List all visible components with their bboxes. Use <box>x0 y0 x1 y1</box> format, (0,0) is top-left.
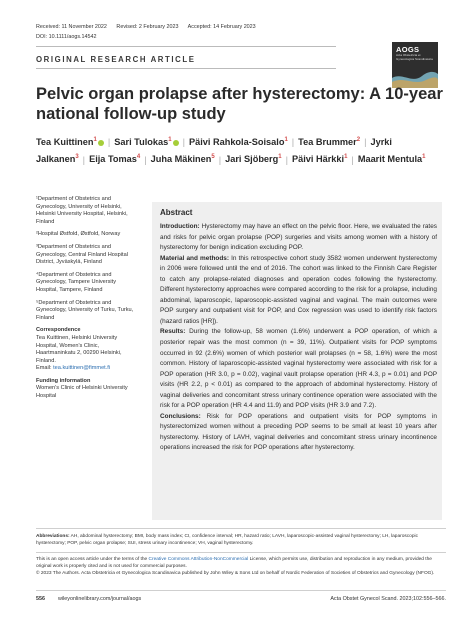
logo-brand: AOGS <box>396 45 420 54</box>
author-separator: | <box>182 137 185 148</box>
author-name[interactable]: Tea Brummer <box>298 137 357 148</box>
author-name[interactable]: Jyrki Jalkanen <box>36 137 392 165</box>
author-affiliation-sup: 1 <box>422 154 426 161</box>
affiliation-1: ¹Department of Obstetrics and Gynecology, University of Helsinki, Helsinki University Hospital, Helsinki, Finland <box>36 196 128 225</box>
correspondence-address: Tea Kuittinen, Helsinki University Hospital, Women's Clinic, Haartmaninkatu 2, 00290 Helsinki, Finland. <box>36 334 122 364</box>
author-separator: | <box>285 154 288 165</box>
correspondence-email-link[interactable]: tea.kuittinen@fimmet.fi <box>53 365 111 372</box>
author-name[interactable]: Jari Sjöberg <box>225 154 279 165</box>
orcid-icon[interactable] <box>173 140 179 146</box>
author-name[interactable]: Päivi Härkki <box>291 154 345 165</box>
email-label: Email: <box>36 365 52 372</box>
author-name[interactable]: Päivi Rahkola-Soisalo <box>188 137 285 148</box>
correspondence-heading: Correspondence <box>36 327 81 334</box>
author-affiliation-sup: 4 <box>136 154 141 161</box>
author-separator: | <box>144 154 147 165</box>
affiliation-5: ⁵Department of Obstetrics and Gynecology, University of Turku, Turku, Finland <box>36 299 134 321</box>
author-affiliation-sup: 1 <box>344 154 348 161</box>
author-affiliation-sup: 1 <box>93 137 97 143</box>
received-date: Received: 11 November 2022 <box>36 24 107 30</box>
article-title: Pelvic organ prolapse after hysterectomy: A 10-year national follow-up study <box>36 85 443 123</box>
author-list <box>36 133 436 168</box>
results-text: During the follow-up, 58 women (1.6%) underwent a POP operation, of which a posterior repair was the most common (n = 39, 11%). Outpatient visits for POP symptoms occurred in 92 (2.6%) women of which posterior wall prolapses (n = 58, 1.6%) were the most common. History of laparoscopic-assisted vaginal hysterectomy were associated with risk for a POP operation (HR 3.0, p = 0.02), vaginal vault prolapse operation (HR 4.3, p = 0.01) and POP visits (HR 2.2, p < 0.01) as compared to the approach of abdominal hysterectomy. History of vaginal deliveries and concomitant stress urinary continence operation were associated with the risk for a POP operation (HR 4.4 and 11.9) and POP visits (HR 3.9 and 7.2). <box>160 328 437 410</box>
license-link[interactable]: Creative Commons Attribution-NonCommercial <box>148 557 249 562</box>
article-dates <box>36 24 264 30</box>
author-affiliation-sup: 2 <box>356 137 361 143</box>
accepted-date: Accepted: 14 February 2023 <box>187 24 256 30</box>
author-separator: | <box>364 137 367 148</box>
author-separator: | <box>291 137 295 148</box>
methods-text: In this retrospective cohort study 3582 women underwent hysterectomy in 2006 were followed until the end of 2016. The cohort was linked to the Finnish Care Register to catch any prolapse-related diagnoses and operation codes following the hysterectomy. Different hysterectomy approaches were compared according to the risk for a prolapse, including abdominal, laparoscopic, laparoscopic-assisted vaginal and vaginal. The main outcomes were POP surgery and outpatient visit for POP, and Cox regression was used to identify risk factors (hazard ratios [HR]). <box>160 254 437 325</box>
abstract-box <box>152 202 442 520</box>
abstract-results <box>160 327 437 411</box>
correspondence-text <box>36 335 136 373</box>
abstract-methods <box>160 254 437 328</box>
divider <box>36 552 446 553</box>
author-separator: | <box>351 154 354 165</box>
abstract-title: Abstract <box>160 208 193 217</box>
journal-url[interactable]: wileyonlinelibrary.com/journal/aogs <box>58 596 142 602</box>
conclusions-label: Conclusions: <box>160 412 201 420</box>
section-label: ORIGINAL RESEARCH ARTICLE <box>36 55 196 64</box>
copyright: © 2023 The Authors. Acta Obstetricia et Gynecologica Scandinavica published by John Wiley & Sons Ltd on behalf of Nordic Federation of Societies of Obstetrics and Gynecology (NFOG). <box>36 571 435 576</box>
journal-logo <box>392 42 438 88</box>
affiliations-column <box>36 196 136 406</box>
results-label: Results: <box>160 328 186 336</box>
funding-heading: Funding information <box>36 377 91 384</box>
author-affiliation-sup: 1 <box>278 154 282 161</box>
affiliation-2: ²Hospital Østfold, Østfold, Norway <box>36 231 121 238</box>
author-name[interactable]: Tea Kuittinen <box>36 137 94 148</box>
doi[interactable]: DOI: 10.1111/aogs.14542 <box>36 34 97 40</box>
author-affiliation-sup: 5 <box>211 154 215 161</box>
divider <box>36 590 446 591</box>
page-number: 556 <box>36 596 45 602</box>
author-affiliation-sup: 1 <box>168 137 172 143</box>
license-block <box>36 556 446 577</box>
divider <box>36 528 446 529</box>
abbreviations <box>36 534 446 548</box>
abstract-introduction <box>160 222 437 254</box>
author-affiliation-sup: 1 <box>284 137 288 143</box>
journal-citation: Acta Obstet Gynecol Scand. 2023;102:556–566. <box>330 596 446 602</box>
author-separator: | <box>218 154 222 165</box>
logo-tagline: Acta Obstetricia et Gynecologica Scandinavica <box>396 53 433 61</box>
license-pre: This is an open access article under the terms of the <box>36 557 149 562</box>
abbreviations-label: Abbreviations: <box>36 534 70 539</box>
author-name[interactable]: Sari Tulokas <box>114 137 169 148</box>
author-name[interactable]: Maarit Mentula <box>357 154 423 165</box>
author-name[interactable]: Juha Mäkinen <box>150 154 212 165</box>
conclusions-text: Risk for POP operations and outpatient visits for POP symptoms in hysterectomized women without a preceding POP seems to be small at least 10 years after hysterectomy. History of LAVH, vaginal deliveries and concomitant stress urinary incontinence operations increased the risk for POP operations after hysterectomy. <box>160 412 437 452</box>
affiliation-3: ³Department of Obstetrics and Gynecology, Central Finland Hospital District, Jyväskylä, Finland <box>36 243 128 266</box>
divider <box>36 68 336 69</box>
orcid-icon[interactable] <box>98 140 104 146</box>
revised-date: Revised: 2 February 2023 <box>116 24 179 30</box>
divider <box>36 46 336 47</box>
abstract-conclusions <box>160 412 437 454</box>
introduction-label: Introduction: <box>160 223 200 230</box>
author-separator: | <box>82 154 86 165</box>
abbreviations-text: AH, abdominal hysterectomy; BMI, body mass index; CI, confidence interval; HR, hazard ratio; LAVH, laparoscopic-assisted vaginal hysterectomy; LH, laparoscopic hysterectomy; POP, pelvic organ prolapse; SUI, stress urinary incontinence; VH, vaginal hysterectomy. <box>36 534 418 546</box>
abstract-body <box>160 222 437 454</box>
funding-text: Women's Clinic of Helsinki University Hospital <box>36 385 128 400</box>
author-separator: | <box>107 137 111 148</box>
author-name[interactable]: Eija Tomas <box>89 154 137 165</box>
author-affiliation-sup: 3 <box>75 154 79 161</box>
methods-label: Material and methods: <box>160 254 229 262</box>
introduction-text: Hysterectomy may have an effect on the pelvic floor. Here, we evaluated the rates and risks for pelvic organ prolapse (POP) surgeries and visits among women with a history of hysterectomy for benign indication excluding POP. <box>160 223 438 252</box>
license-post: License, which permits use, distribution and reproduction in any medium, provided the original work is properly cited and is not used for commercial purposes. <box>36 557 432 569</box>
affiliation-4: ⁴Department of Obstetrics and Gynecology, Tampere University Hospital, Tampere, Finland <box>36 271 117 293</box>
